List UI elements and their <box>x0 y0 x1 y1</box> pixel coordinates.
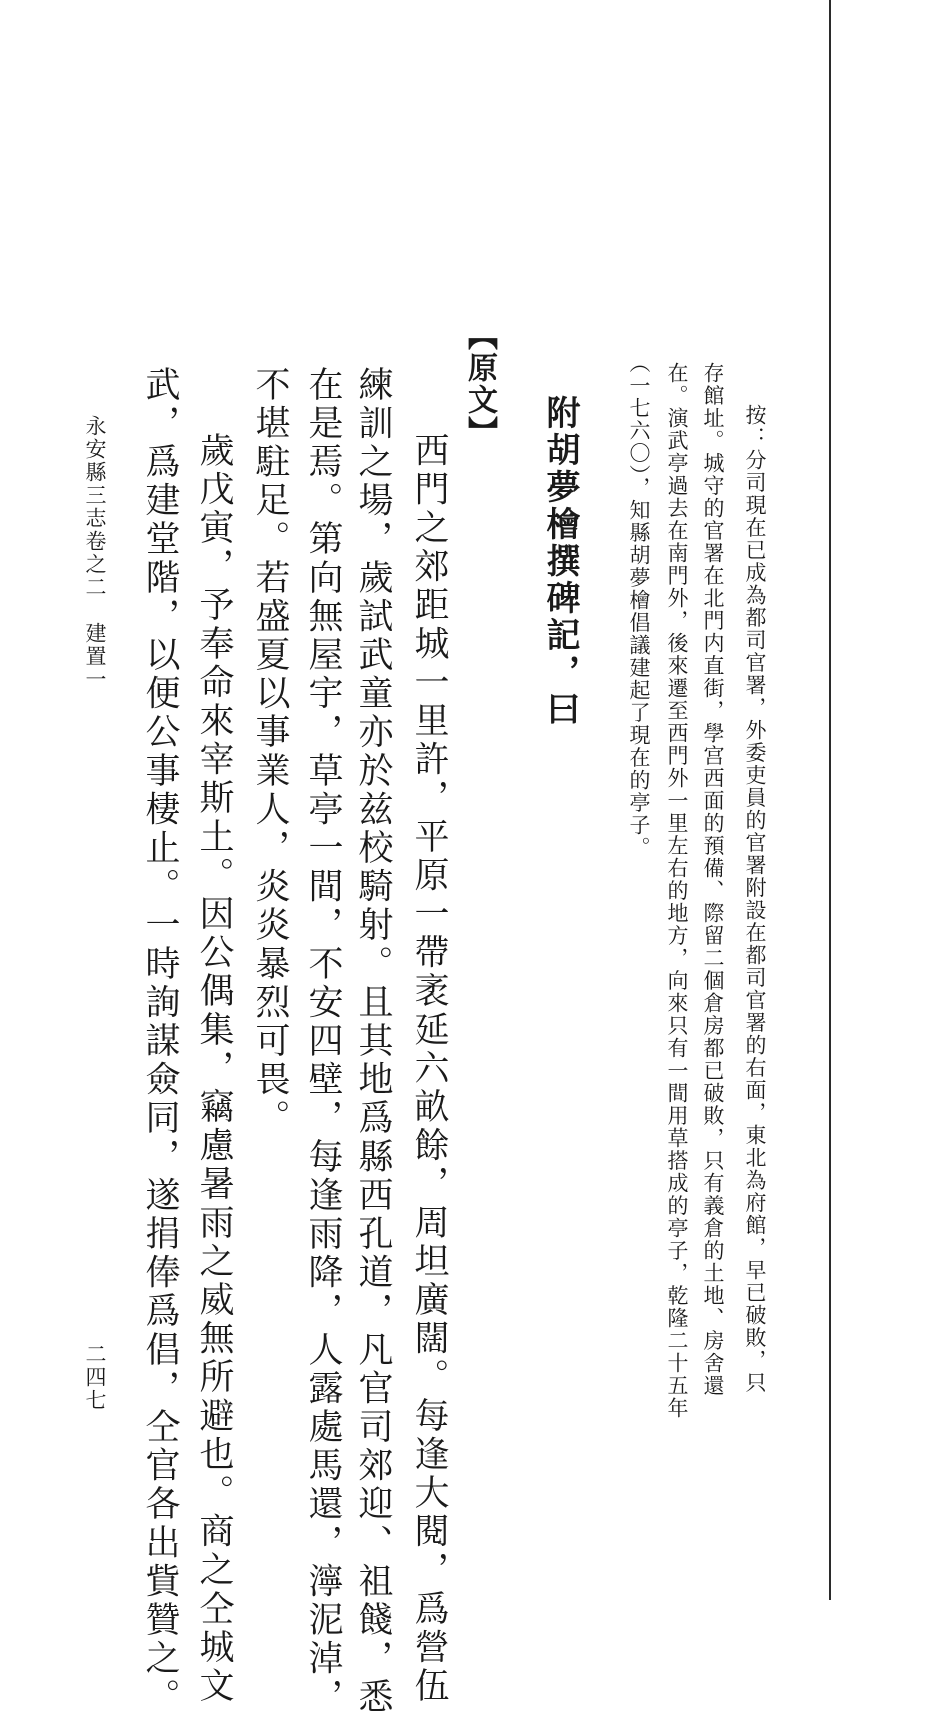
page-title: 附胡夢檜撰碑記，曰 <box>540 395 580 728</box>
page-number: 二四七 <box>83 1343 107 1412</box>
body-line-1: 西門之郊距城一里許，平原一帶袤延六畝餘，周坦廣闊。每逢大閱，爲營伍 <box>409 432 449 1706</box>
note-label: 按： <box>743 404 767 449</box>
body-line-3: 在是焉。第向無屋宇，草亭一間，不安四壁，每逢雨降，人露處馬還，濘泥淖， <box>303 366 343 1717</box>
body-line-5: 歲戊寅，予奉命來宰斯土。因公偶集，竊慮暑雨之威無所避也。商之仝城文 <box>194 432 234 1706</box>
note-line-3: 在。演武亭過去在南門外，後來遷至西門外一里左右的地方，向來只有一間用草搭成的亭子，乾隆二十五年 <box>665 362 689 1420</box>
note-line-2: 存館址。城守的官署在北門内直街，學宫西面的預備、際留二個倉房都已破敗，只有義倉的土地、房舍還 <box>701 362 725 1397</box>
body-line-2: 練訓之場，歲試武童亦於兹校騎射。且其地爲縣西孔道，凡官司郊迎、祖餞，悉 <box>353 366 393 1717</box>
note-line-1 <box>744 404 765 1394</box>
body-line-4: 不堪駐足。若盛夏以事業人，炎炎暴烈可畏。 <box>250 366 290 1138</box>
section-label-original-text: 【原文】 <box>462 320 497 448</box>
body-line-6: 武，爲建堂階，以便公事棲止。一時詢謀僉同，遂捐俸爲倡，仝官各出貲贊之。 <box>140 366 180 1717</box>
note-line-4: （一七六〇），知縣胡夢檜倡議建起了現在的亭子。 <box>627 352 651 859</box>
running-footer-book-title: 永安縣三志卷之二 建置一 <box>83 415 107 691</box>
page-edge-line <box>829 0 831 1600</box>
note-line-1-text: 分司現在已成為都司官署，外委吏員的官署附設在都司官署的右面，東北為府館，早已破敗，只 <box>743 449 767 1394</box>
